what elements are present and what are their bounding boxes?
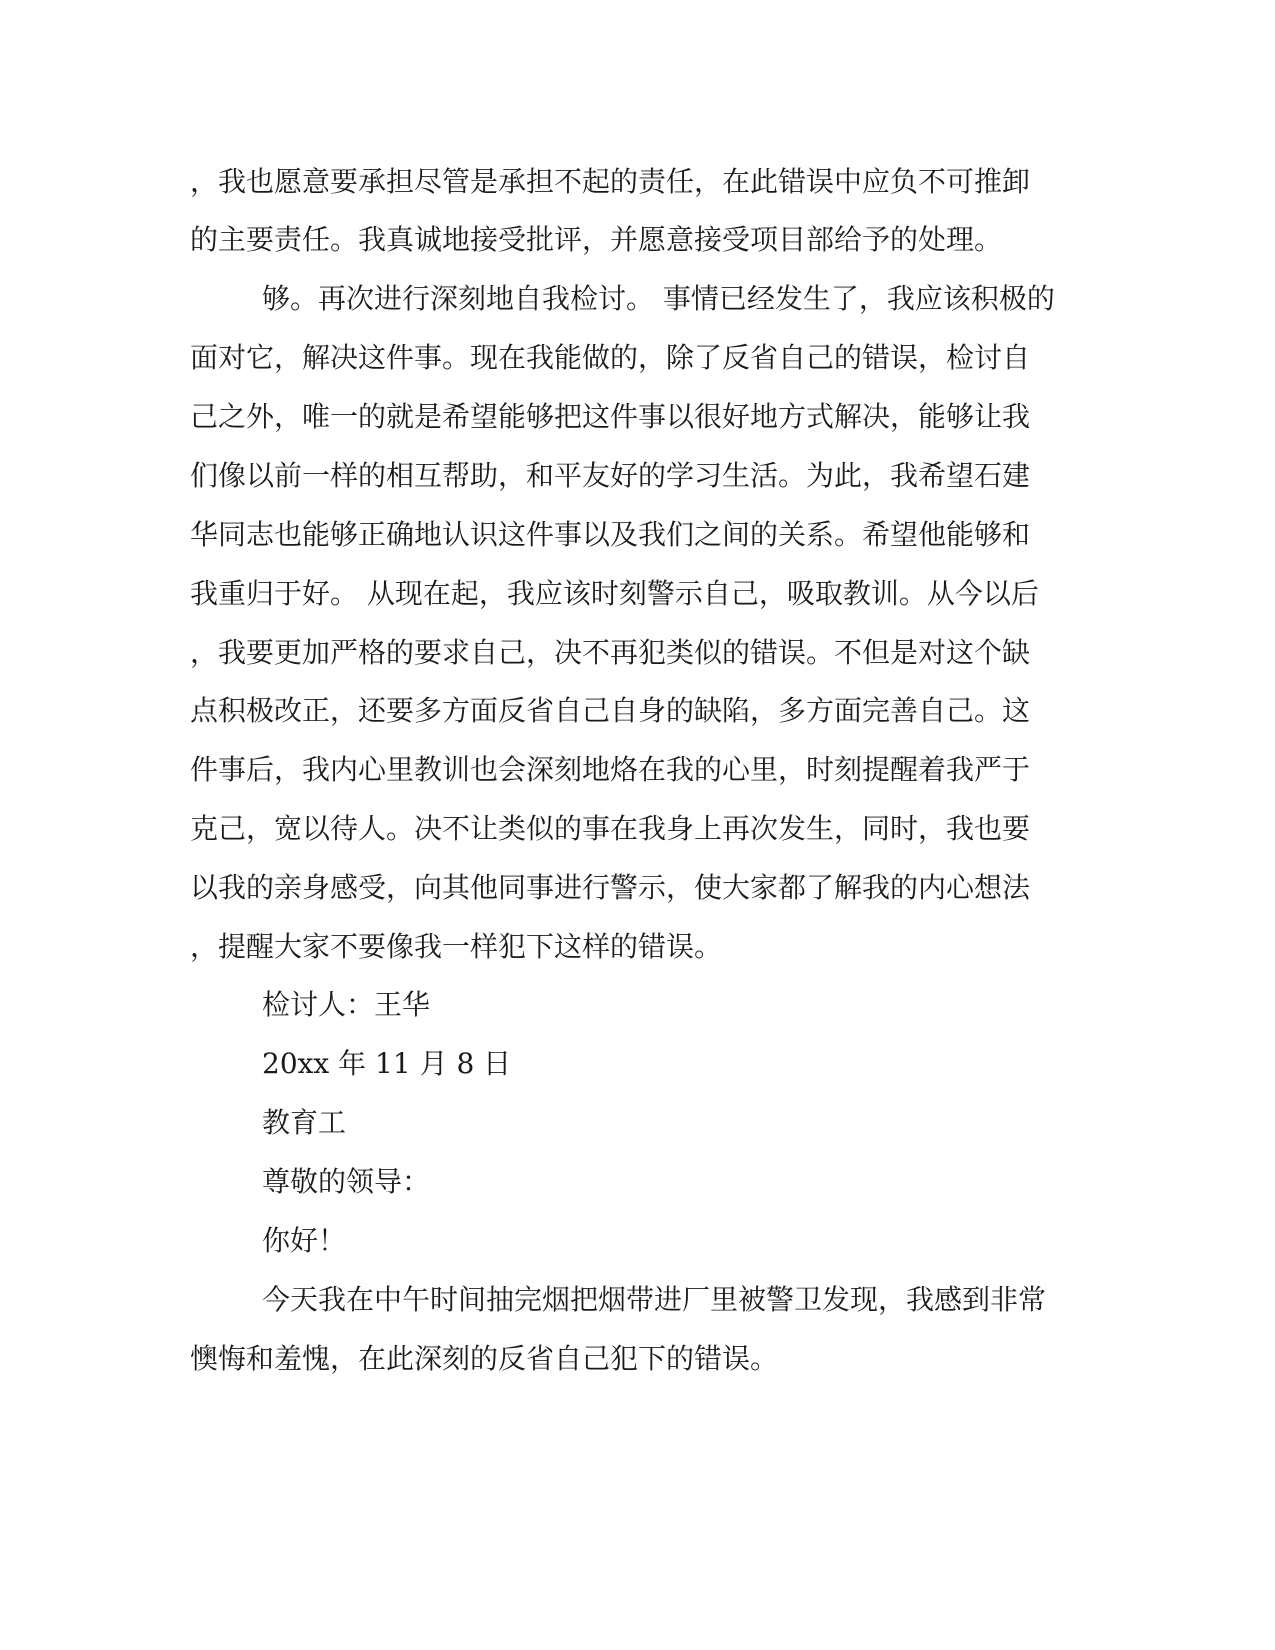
paragraph-2-line-3: 己之外，唯一的就是希望能够把这件事以很好地方式解决，能够让我 [190, 400, 1031, 433]
signature: 检讨人：王华 [262, 988, 431, 1021]
paragraph-3-line-2: 懊悔和羞愧，在此深刻的反省自己犯下的错误。 [190, 1342, 779, 1375]
paragraph-2-line-12: ，提醒大家不要像我一样犯下这样的错误。 [190, 930, 723, 963]
paragraph-3-line-1: 今天我在中午时间抽完烟把烟带进厂里被警卫发现，我感到非常 [262, 1283, 1047, 1316]
paragraph-2-line-8: 点积极改正，还要多方面反省自己自身的缺陷，多方面完善自己。这 [190, 694, 1031, 727]
paragraph-2-line-1: 够。再次进行深刻地自我检讨。 事情已经发生了，我应该积极的 [262, 282, 1055, 315]
section-heading: 教育工 [262, 1106, 347, 1139]
paragraph-1-line-2: 的主要责任。我真诚地接受批评，并愿意接受项目部给予的处理。 [190, 223, 1003, 256]
paragraph-2-line-6: 我重归于好。 从现在起，我应该时刻警示自己，吸取教训。从今以后 [190, 577, 1039, 610]
paragraph-2-line-9: 件事后，我内心里教训也会深刻地烙在我的心里，时刻提醒着我严于 [190, 753, 1031, 786]
salutation: 尊敬的领导： [262, 1165, 431, 1198]
paragraph-2-line-5: 华同志也能够正确地认识这件事以及我们之间的关系。希望他能够和 [190, 518, 1031, 551]
paragraph-2-line-7: ，我要更加严格的要求自己，决不再犯类似的错误。不但是对这个缺 [190, 636, 1031, 669]
paragraph-2-line-11: 以我的亲身感受，向其他同事进行警示，使大家都了解我的内心想法 [190, 871, 1031, 904]
greeting: 你好！ [262, 1224, 347, 1257]
paragraph-1-line-1: ，我也愿意要承担尽管是承担不起的责任，在此错误中应负不可推卸 [190, 165, 1031, 198]
paragraph-2-line-10: 克己，宽以待人。决不让类似的事在我身上再次发生，同时，我也要 [190, 812, 1031, 845]
paragraph-2-line-2: 面对它，解决这件事。现在我能做的，除了反省自己的错误，检讨自 [190, 341, 1031, 374]
paragraph-2-line-4: 们像以前一样的相互帮助，和平友好的学习生活。为此，我希望石建 [190, 459, 1031, 492]
date: 20xx 年 11 月 8 日 [262, 1047, 512, 1080]
